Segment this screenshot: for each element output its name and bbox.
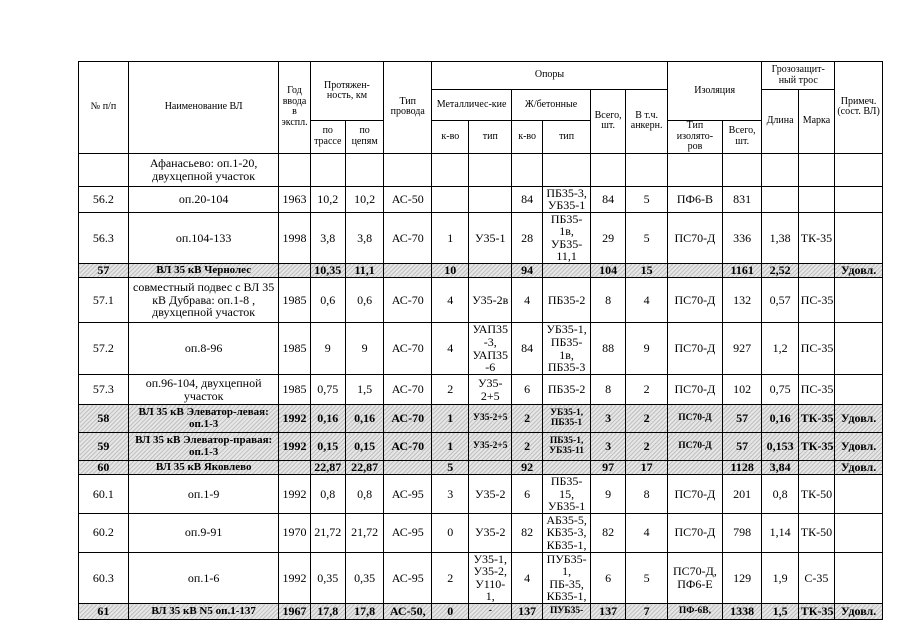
cell-num: 60.2	[79, 513, 129, 552]
cell-total-pcs: 8	[590, 278, 625, 323]
cell-note: Удовл.	[835, 264, 883, 278]
cell-metal-count: 10	[432, 264, 469, 278]
cell-anchor: 2	[626, 405, 668, 433]
cell-concrete-type: ПБ35-1, УБ35-11	[543, 433, 591, 461]
cell-len-circuit: 9	[345, 323, 383, 375]
cell-anchor: 4	[626, 513, 668, 552]
table-row-group	[79, 433, 883, 461]
cell-num: 58	[79, 405, 129, 433]
cell-name: ВЛ 35 кВ Элеватор-правая: оп.1-3	[128, 433, 279, 461]
cell-ins-total: 57	[722, 405, 761, 433]
cell-gw-mark: ПС-35	[798, 278, 834, 323]
header-anchor: В т.ч. анкерн.	[626, 90, 668, 154]
cell-gw-length: 0,153	[762, 433, 798, 461]
cell-year: 1992	[279, 405, 310, 433]
cell-metal-type	[469, 461, 512, 475]
cell-len-circuit	[345, 153, 383, 186]
cell-metal-count: 2	[432, 552, 469, 603]
cell-wire-type: АС-95	[384, 513, 432, 552]
cell-len-route: 21,72	[310, 513, 345, 552]
cell-ins-total: 336	[722, 212, 761, 263]
cell-total-pcs: 3	[590, 405, 625, 433]
cell-concrete-count: 2	[512, 433, 543, 461]
header-num: № п/п	[79, 62, 129, 154]
cell-metal-count: 1	[432, 433, 469, 461]
cell-year	[279, 264, 310, 278]
cell-anchor: 5	[626, 212, 668, 263]
cell-anchor: 4	[626, 278, 668, 323]
cell-len-route: 9	[310, 323, 345, 375]
table-row-group	[79, 264, 883, 278]
cell-concrete-count: 2	[512, 405, 543, 433]
header-concrete-count: к-во	[512, 121, 543, 154]
cell-metal-type: У35-1, У35-2, У110-1,	[469, 552, 512, 603]
cell-total-pcs: 137	[590, 604, 625, 620]
cell-wire-type: АС-50,	[384, 604, 432, 620]
cell-ins-type: ПС70-Д	[667, 405, 722, 433]
cell-total-pcs: 82	[590, 513, 625, 552]
cell-metal-type: У35-2+5	[469, 433, 512, 461]
table-row	[79, 186, 883, 212]
cell-wire-type	[384, 264, 432, 278]
cell-wire-type	[384, 153, 432, 186]
cell-name: оп.1-9	[128, 475, 279, 514]
cell-num: 57.1	[79, 278, 129, 323]
cell-note	[835, 186, 883, 212]
cell-len-route: 3,8	[310, 212, 345, 263]
cell-note: Удовл.	[835, 604, 883, 620]
cell-len-circuit: 0,35	[345, 552, 383, 603]
cell-total-pcs: 97	[590, 461, 625, 475]
cell-len-circuit: 11,1	[345, 264, 383, 278]
cell-len-circuit: 21,72	[345, 513, 383, 552]
header-metal-type: тип	[469, 121, 512, 154]
cell-year: 1992	[279, 433, 310, 461]
cell-anchor	[626, 153, 668, 186]
cell-gw-mark: ТК-35	[798, 405, 834, 433]
cell-num: 56.2	[79, 186, 129, 212]
cell-len-route: 0,75	[310, 375, 345, 405]
table-row	[79, 153, 883, 186]
cell-len-circuit: 0,16	[345, 405, 383, 433]
cell-ins-total: 102	[722, 375, 761, 405]
cell-gw-length: 1,38	[762, 212, 798, 263]
cell-year	[279, 153, 310, 186]
cell-wire-type: АС-70	[384, 433, 432, 461]
cell-wire-type: АС-50	[384, 186, 432, 212]
cell-anchor: 5	[626, 552, 668, 603]
cell-concrete-count: 6	[512, 475, 543, 514]
cell-ins-total: 1161	[722, 264, 761, 278]
cell-metal-type: УАП35 -3, УАП35 -6	[469, 323, 512, 375]
cell-ins-total: 1128	[722, 461, 761, 475]
cell-len-route: 0,8	[310, 475, 345, 514]
cell-anchor: 15	[626, 264, 668, 278]
table-row	[79, 375, 883, 405]
cell-num	[79, 153, 129, 186]
cell-len-route: 22,87	[310, 461, 345, 475]
cell-ins-type: ПС70-Д	[667, 513, 722, 552]
cell-concrete-count: 92	[512, 461, 543, 475]
cell-wire-type: АС-70	[384, 212, 432, 263]
header-length: Протяжен-ность, км	[310, 62, 384, 121]
cell-concrete-type: УБ35-1, ПБ35-1	[543, 405, 591, 433]
cell-name: ВЛ 35 кВ N5 оп.1-137	[128, 604, 279, 620]
table-row-group	[79, 604, 883, 620]
cell-total-pcs: 9	[590, 475, 625, 514]
cell-gw-length	[762, 153, 798, 186]
cell-note: Удовл.	[835, 405, 883, 433]
cell-gw-length: 0,8	[762, 475, 798, 514]
cell-ins-type: ПС70-Д	[667, 323, 722, 375]
cell-ins-total: 798	[722, 513, 761, 552]
cell-concrete-count: 28	[512, 212, 543, 263]
cell-wire-type: АС-70	[384, 375, 432, 405]
cell-concrete-count: 6	[512, 375, 543, 405]
cell-gw-length: 1,9	[762, 552, 798, 603]
cell-metal-type: У35-2+5	[469, 405, 512, 433]
cell-gw-mark: ТК-35	[798, 212, 834, 263]
cell-metal-type	[469, 186, 512, 212]
cell-concrete-type: ПУБ35-1, ПБ-35, КБ35-1,	[543, 552, 591, 603]
header-ins-total: Всего, шт.	[722, 121, 761, 154]
cell-total-pcs: 29	[590, 212, 625, 263]
cell-anchor: 2	[626, 375, 668, 405]
cell-ins-type: ПС70-Д	[667, 375, 722, 405]
cell-len-route: 0,6	[310, 278, 345, 323]
cell-metal-count	[432, 186, 469, 212]
cell-concrete-type: ПБ35-3, УБ35-1	[543, 186, 591, 212]
cell-len-route: 10,35	[310, 264, 345, 278]
cell-note: Удовл.	[835, 433, 883, 461]
cell-year: 1998	[279, 212, 310, 263]
cell-ins-total: 201	[722, 475, 761, 514]
cell-name: оп.96-104, двухцепной участок	[128, 375, 279, 405]
cell-len-circuit: 0,6	[345, 278, 383, 323]
cell-concrete-type: ПБ35-2	[543, 375, 591, 405]
cell-anchor: 8	[626, 475, 668, 514]
cell-metal-count: 1	[432, 405, 469, 433]
cell-concrete-count: 84	[512, 323, 543, 375]
cell-note	[835, 375, 883, 405]
cell-len-route: 0,35	[310, 552, 345, 603]
cell-metal-type: У35-2	[469, 475, 512, 514]
cell-name: оп.1-6	[128, 552, 279, 603]
cell-ins-type: ПФ6-В	[667, 186, 722, 212]
cell-note	[835, 513, 883, 552]
cell-metal-type: -	[469, 604, 512, 620]
cell-concrete-type: АБ35-5, КБ35-3, КБ35-1,	[543, 513, 591, 552]
cell-num: 60	[79, 461, 129, 475]
cell-ins-type	[667, 153, 722, 186]
cell-len-circuit: 0,15	[345, 433, 383, 461]
cell-gw-mark: ПС-35	[798, 375, 834, 405]
cell-gw-length: 0,16	[762, 405, 798, 433]
cell-len-circuit: 10,2	[345, 186, 383, 212]
cell-wire-type: АС-70	[384, 278, 432, 323]
cell-name: оп.104-133	[128, 212, 279, 263]
cell-metal-count: 3	[432, 475, 469, 514]
cell-year: 1963	[279, 186, 310, 212]
cell-concrete-type	[543, 264, 591, 278]
cell-note	[835, 552, 883, 603]
cell-year	[279, 461, 310, 475]
cell-metal-type: У35-1	[469, 212, 512, 263]
cell-name: оп.8-96	[128, 323, 279, 375]
cell-metal-count: 4	[432, 323, 469, 375]
cell-ins-total: 129	[722, 552, 761, 603]
cell-gw-length: 1,14	[762, 513, 798, 552]
cell-len-route: 10,2	[310, 186, 345, 212]
cell-concrete-type: ПБ35-15, УБ35-1	[543, 475, 591, 514]
header-year: Год ввода в экспл.	[279, 62, 310, 154]
cell-name: оп.20-104	[128, 186, 279, 212]
cell-note	[835, 475, 883, 514]
cell-wire-type: АС-70	[384, 323, 432, 375]
cell-wire-type: АС-95	[384, 552, 432, 603]
cell-metal-count	[432, 153, 469, 186]
cell-concrete-type: ПБ35-1в, УБ35-11,1	[543, 212, 591, 263]
cell-gw-length: 0,75	[762, 375, 798, 405]
table-row	[79, 212, 883, 263]
cell-concrete-count: 4	[512, 278, 543, 323]
cell-wire-type	[384, 461, 432, 475]
cell-metal-type: У35-2в	[469, 278, 512, 323]
cell-concrete-type	[543, 153, 591, 186]
cell-anchor: 5	[626, 186, 668, 212]
cell-metal-type	[469, 153, 512, 186]
cell-ins-total	[722, 153, 761, 186]
cell-total-pcs: 104	[590, 264, 625, 278]
table-row	[79, 475, 883, 514]
header-note: Примеч. (сост. ВЛ)	[835, 62, 883, 154]
cell-note	[835, 323, 883, 375]
table-row	[79, 513, 883, 552]
cell-note	[835, 278, 883, 323]
cell-metal-type: У35-2+5	[469, 375, 512, 405]
cell-metal-type: У35-2	[469, 513, 512, 552]
cell-gw-mark: ТК-50	[798, 513, 834, 552]
header-metal-count: к-во	[432, 121, 469, 154]
cell-total-pcs	[590, 153, 625, 186]
cell-year: 1985	[279, 278, 310, 323]
cell-note	[835, 212, 883, 263]
header-gw-length: Длина	[762, 90, 798, 154]
cell-gw-mark: С-35	[798, 552, 834, 603]
cell-ins-type: ПС70-Д	[667, 475, 722, 514]
cell-ins-total: 927	[722, 323, 761, 375]
header-len-route: по трассе	[310, 121, 345, 154]
cell-name: оп.9-91	[128, 513, 279, 552]
cell-concrete-count: 84	[512, 186, 543, 212]
cell-concrete-type	[543, 461, 591, 475]
cell-concrete-count: 94	[512, 264, 543, 278]
table-body	[79, 153, 883, 620]
cell-num: 56.3	[79, 212, 129, 263]
cell-concrete-count: 137	[512, 604, 543, 620]
cell-metal-count: 1	[432, 212, 469, 263]
header-supports: Опоры	[432, 62, 668, 90]
header-ground-wire: Грозозащит-ный трос	[762, 62, 835, 90]
cell-gw-mark: ТК-35	[798, 433, 834, 461]
cell-ins-type: ПС70-Д	[667, 212, 722, 263]
table-row	[79, 278, 883, 323]
header-concrete-type: тип	[543, 121, 591, 154]
header-concrete-supports: Ж/бетонные	[512, 90, 591, 121]
cell-note	[835, 153, 883, 186]
cell-ins-type	[667, 461, 722, 475]
header-len-circuit: по цепям	[345, 121, 383, 154]
header-total-pcs: Всего, шт.	[590, 90, 625, 154]
cell-name: ВЛ 35 кВ Элеватор-левая: оп.1-3	[128, 405, 279, 433]
cell-gw-mark	[798, 186, 834, 212]
cell-year: 1967	[279, 604, 310, 620]
header-insulation: Изоляция	[667, 62, 761, 121]
cell-total-pcs: 84	[590, 186, 625, 212]
cell-ins-total: 57	[722, 433, 761, 461]
cell-total-pcs: 88	[590, 323, 625, 375]
cell-len-circuit: 3,8	[345, 212, 383, 263]
cell-total-pcs: 3	[590, 433, 625, 461]
cell-len-circuit: 22,87	[345, 461, 383, 475]
cell-name: ВЛ 35 кВ Яковлево	[128, 461, 279, 475]
cell-gw-length: 2,52	[762, 264, 798, 278]
header-metal-supports: Металличес-кие	[432, 90, 512, 121]
cell-metal-count: 0	[432, 604, 469, 620]
cell-concrete-type: УБ35-1, ПБ35-1в, ПБ35-3	[543, 323, 591, 375]
cell-year: 1992	[279, 552, 310, 603]
cell-total-pcs: 6	[590, 552, 625, 603]
header-wire-type: Тип провода	[384, 62, 432, 154]
cell-note: Удовл.	[835, 461, 883, 475]
cell-name: совместный подвес с ВЛ 35 кВ Дубрава: оп.1-8 , двухцепной участок	[128, 278, 279, 323]
cell-ins-type: ПС70-Д	[667, 433, 722, 461]
cell-gw-length	[762, 186, 798, 212]
cell-metal-count: 0	[432, 513, 469, 552]
cell-gw-length: 1,5	[762, 604, 798, 620]
cell-year: 1985	[279, 375, 310, 405]
cell-len-route: 17,8	[310, 604, 345, 620]
cell-name: ВЛ 35 кВ Чернолес	[128, 264, 279, 278]
cell-len-circuit: 1,5	[345, 375, 383, 405]
cell-gw-mark	[798, 153, 834, 186]
cell-gw-mark	[798, 264, 834, 278]
cell-num: 57.3	[79, 375, 129, 405]
cell-ins-total: 1338	[722, 604, 761, 620]
table-row-group	[79, 405, 883, 433]
table-header	[79, 62, 883, 154]
cell-concrete-count: 4	[512, 552, 543, 603]
table-row	[79, 323, 883, 375]
power-lines-table	[78, 61, 883, 620]
cell-num: 57	[79, 264, 129, 278]
cell-gw-mark: ПС-35	[798, 323, 834, 375]
cell-year: 1992	[279, 475, 310, 514]
cell-gw-mark: ТК-35	[798, 604, 834, 620]
cell-len-circuit: 17,8	[345, 604, 383, 620]
cell-len-route	[310, 153, 345, 186]
cell-gw-length: 3,84	[762, 461, 798, 475]
cell-ins-total: 132	[722, 278, 761, 323]
cell-ins-type: ПФ-6В,	[667, 604, 722, 620]
cell-year: 1970	[279, 513, 310, 552]
cell-total-pcs: 8	[590, 375, 625, 405]
cell-num: 57.2	[79, 323, 129, 375]
cell-concrete-type: ПБ35-2	[543, 278, 591, 323]
cell-num: 59	[79, 433, 129, 461]
cell-concrete-count	[512, 153, 543, 186]
cell-ins-type: ПС70-Д, ПФ6-Е	[667, 552, 722, 603]
cell-anchor: 17	[626, 461, 668, 475]
cell-gw-length: 1,2	[762, 323, 798, 375]
cell-metal-count: 2	[432, 375, 469, 405]
cell-num: 61	[79, 604, 129, 620]
header-name: Наименование ВЛ	[128, 62, 279, 154]
cell-gw-length: 0,57	[762, 278, 798, 323]
table-row-group	[79, 461, 883, 475]
header-gw-mark: Марка	[798, 90, 834, 154]
cell-ins-type: ПС70-Д	[667, 278, 722, 323]
cell-year: 1985	[279, 323, 310, 375]
cell-metal-count: 4	[432, 278, 469, 323]
cell-ins-type	[667, 264, 722, 278]
cell-anchor: 9	[626, 323, 668, 375]
cell-ins-total: 831	[722, 186, 761, 212]
cell-len-route: 0,15	[310, 433, 345, 461]
cell-gw-mark	[798, 461, 834, 475]
cell-len-circuit: 0,8	[345, 475, 383, 514]
cell-metal-type	[469, 264, 512, 278]
cell-num: 60.3	[79, 552, 129, 603]
cell-concrete-count: 82	[512, 513, 543, 552]
cell-concrete-type: ПУБ35-	[543, 604, 591, 620]
cell-anchor: 7	[626, 604, 668, 620]
cell-anchor: 2	[626, 433, 668, 461]
cell-wire-type: АС-70	[384, 405, 432, 433]
cell-num: 60.1	[79, 475, 129, 514]
cell-metal-count: 5	[432, 461, 469, 475]
header-ins-type: Тип изолято-ров	[667, 121, 722, 154]
table-row	[79, 552, 883, 603]
cell-name: Афанасьево: оп.1-20, двухцепной участок	[128, 153, 279, 186]
cell-gw-mark: ТК-50	[798, 475, 834, 514]
cell-len-route: 0,16	[310, 405, 345, 433]
cell-wire-type: АС-95	[384, 475, 432, 514]
